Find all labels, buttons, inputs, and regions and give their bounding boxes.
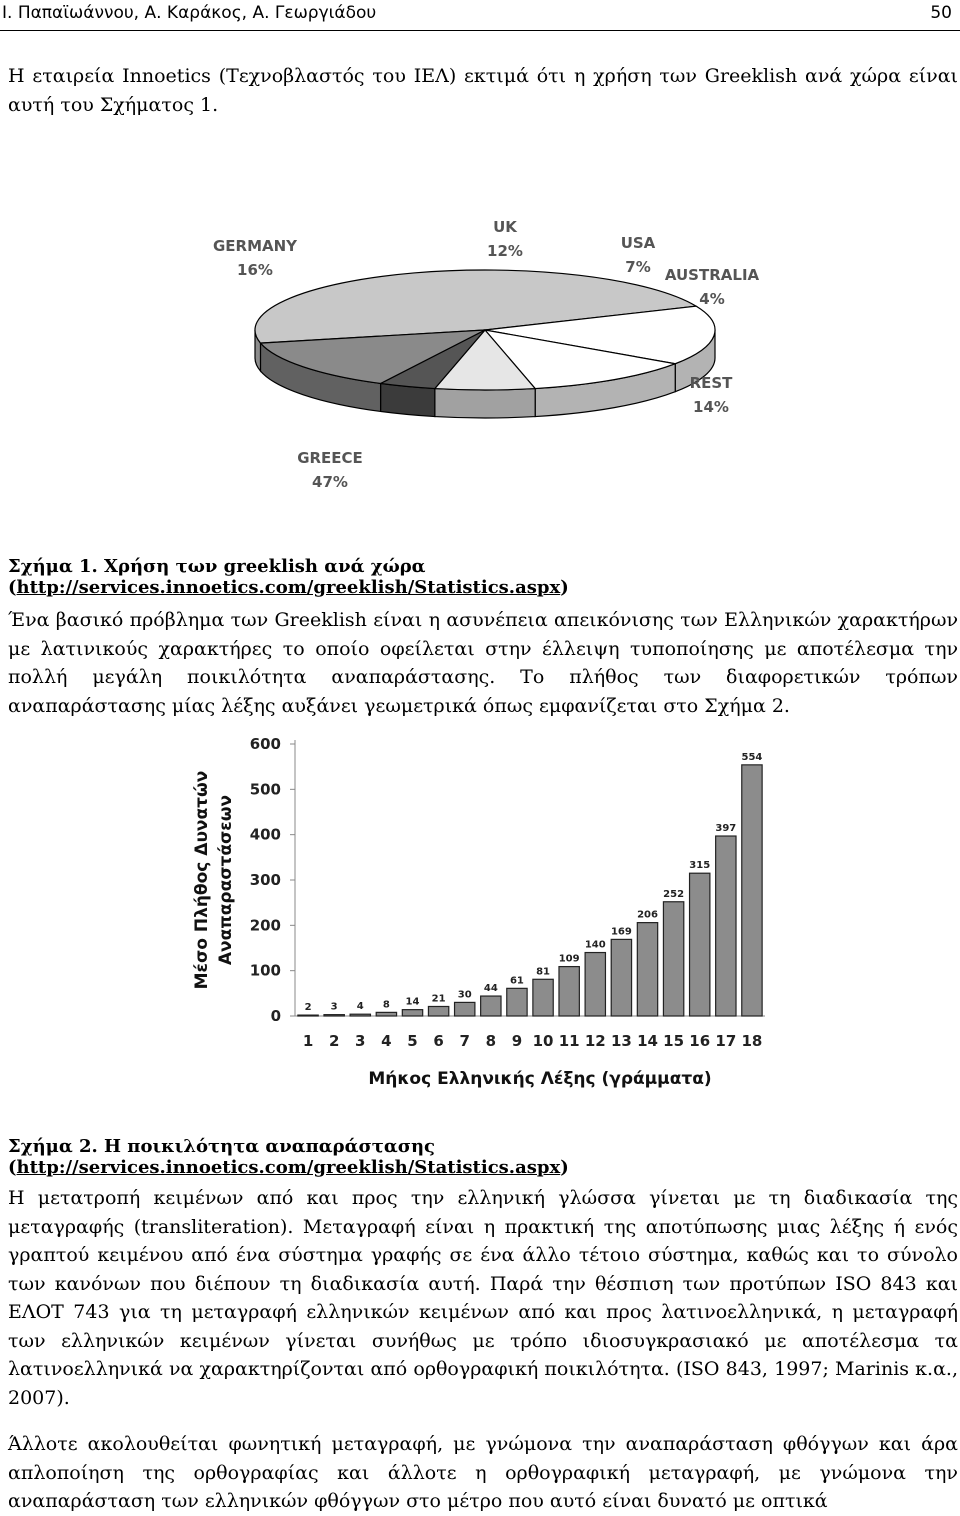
x-tick-label: 7	[459, 1032, 470, 1050]
x-tick-label: 18	[741, 1032, 763, 1050]
pie-value-usa: 7%	[625, 258, 651, 276]
bar-value-label: 8	[382, 999, 390, 1011]
bar-value-label: 140	[584, 939, 606, 951]
pie-label-greece: GREECE	[297, 449, 363, 467]
bar-value-label: 2	[304, 1002, 312, 1014]
bar-17	[716, 836, 736, 1016]
bar-7	[455, 1002, 475, 1016]
figure-1-caption	[8, 556, 958, 598]
bar-6	[428, 1006, 448, 1016]
figure-1-caption-end: )	[560, 577, 569, 598]
pie-label-uk: UK	[493, 218, 517, 236]
y-tick-label: 400	[249, 825, 281, 844]
x-tick-label: 1	[302, 1032, 314, 1050]
figure-2-caption-text: Σχήμα 2. Η ποικιλότητα αναπαράστασης (	[8, 1136, 436, 1178]
figure-2-caption-end: )	[560, 1157, 569, 1178]
paragraph-intro: Η εταιρεία Innoetics (Τεχνοβλαστός του ΙΕΛ) εκτιμά ότι η χρήση των Greeklish ανά χώρα είναι αυτή του Σχήματος 1.	[8, 65, 958, 116]
bar-value-label: 554	[741, 751, 763, 763]
page-header	[0, 0, 960, 31]
bar-1	[298, 1015, 318, 1016]
bar-2	[324, 1015, 344, 1016]
y-tick-label: 0	[270, 1007, 281, 1025]
x-tick-label: 9	[511, 1032, 523, 1050]
x-tick-label: 16	[689, 1032, 711, 1050]
pie-value-australia: 4%	[699, 290, 725, 308]
pie-value-rest: 14%	[693, 398, 729, 416]
bar-value-label: 315	[689, 860, 711, 872]
pie-label-australia: AUSTRALIA	[664, 266, 760, 284]
pie-label-usa: USA	[620, 234, 656, 252]
y-tick-label: 500	[249, 780, 281, 799]
paragraph-transliteration: Η μετατροπή κειμένων από και προς την ελληνική γλώσσα γίνεται με τη διαδικασία της μεταγραφής (transliteration). Μεταγραφή είναι η πρακτική της αποτύπωσης μιας λέξης ή ενός γραπτού κειμένου από ένα σύστημα γραφής σε ένα άλλο τέτοιο σύστημα, καθώς και το σύνολο των κανόνων που διέπουν τη διαδικασία αυτή. Παρά την θέσπιση των προτύπων ISO 843 και ΕΛΟΤ 743 για τη μεταγραφή ελληνικών κειμένων από και προς λατινοελληνικά, η μεταγραφή των ελληνικών κειμένων γίνεται συνήθως με τρόπο ιδιοσυγκρασιακό με αποτέλεσμα τα λατινοελληνικά να χαρακτηρίζονται από ορθογραφική ποικιλότητα. (ISO 843, 1997; Marinis κ.α., 2007).	[8, 1187, 958, 1409]
bar-3	[350, 1014, 370, 1016]
bar-value-label: 252	[663, 888, 685, 900]
x-tick-label: 4	[381, 1032, 392, 1050]
pie-chart	[212, 210, 775, 510]
bar-14	[637, 923, 657, 1016]
bar-value-label: 44	[483, 983, 498, 995]
figure-2-caption	[8, 1136, 958, 1178]
bar-value-label: 4	[356, 1001, 364, 1013]
x-tick-label: 5	[407, 1032, 418, 1050]
bar-value-label: 81	[536, 966, 551, 978]
y-axis-title-line-1: Μέσο Πλήθος Δυνατών	[192, 770, 212, 990]
x-tick-label: 15	[663, 1032, 685, 1050]
y-tick-label: 600	[249, 735, 281, 753]
figure-2-link[interactable]: http://services.innoetics.com/greeklish/Statistics.aspx	[16, 1157, 561, 1178]
x-tick-label: 17	[715, 1032, 737, 1050]
bar-5	[402, 1010, 422, 1016]
bar-value-label: 61	[509, 975, 524, 987]
bar-value-label: 14	[405, 996, 420, 1008]
bar-value-label: 169	[610, 926, 632, 938]
paragraph-problem: Ένα βασικό πρόβλημα των Greeklish είναι η ασυνέπεια απεικόνισης των Ελληνικών χαρακτήρων με λατινικούς χαρακτήρες το οποίο οφείλεται στην έλλειψη τυποποίησης με αποτέλεσμα την πολλή μεγάλη ποικιλότητα αναπαράστασης. Το πλήθος των διαφορετικών τρόπων αναπαράστασης μίας λέξης αυξάνει γεωμετρικά όπως εμφανίζεται στο Σχήμα 2.	[8, 609, 958, 717]
pie-label-germany: GERMANY	[212, 237, 298, 255]
x-tick-label: 2	[328, 1032, 340, 1050]
bar-8	[481, 996, 501, 1016]
x-tick-label: 6	[433, 1032, 444, 1050]
bar-value-label: 21	[431, 993, 446, 1005]
x-tick-label: 11	[558, 1032, 580, 1050]
y-tick-label: 100	[249, 961, 281, 980]
bar-value-label: 206	[637, 909, 658, 921]
bar-15	[663, 902, 683, 1016]
pie-value-greece: 47%	[312, 473, 348, 491]
bar-4	[376, 1012, 396, 1016]
x-tick-label: 10	[532, 1032, 554, 1050]
pie-value-uk: 12%	[487, 242, 523, 260]
figure-1-link[interactable]: http://services.innoetics.com/greeklish/Statistics.aspx	[16, 577, 561, 598]
pie-label-rest: REST	[689, 374, 733, 392]
x-tick-label: 3	[355, 1032, 366, 1050]
y-tick-label: 200	[249, 916, 281, 935]
paragraph-phonetic: Άλλοτε ακολουθείται φωνητική μεταγραφή, με γνώμονα την αναπαράσταση φθόγγων και άρα απλοποίηση της ορθογραφίας και άλλοτε η ορθογραφική μεταγραφή, με γνώμονα την αναπαράσταση των ελληνικών φθόγγων στο μέτρο που αυτό είναι δυνατό με οπτικά	[8, 1433, 958, 1512]
bar-10	[533, 979, 553, 1016]
bar-value-label: 30	[457, 989, 472, 1001]
x-tick-label: 12	[584, 1032, 606, 1050]
bar-12	[585, 953, 605, 1016]
pie-value-germany: 16%	[237, 261, 273, 279]
figure-1-caption-text: Σχήμα 1. Χρήση των greeklish ανά χώρα (	[8, 556, 426, 598]
bar-value-label: 3	[330, 1001, 338, 1013]
header-authors: Ι. Παπαϊωάννου, Α. Καράκος, Α. Γεωργιάδου	[2, 3, 377, 23]
pie-side-usa	[435, 389, 535, 418]
bar-chart	[185, 730, 785, 1100]
bar-value-label: 397	[715, 823, 737, 835]
bar-13	[611, 939, 631, 1016]
x-tick-label: 13	[610, 1032, 632, 1050]
x-tick-label: 8	[485, 1032, 497, 1050]
y-tick-label: 300	[249, 871, 281, 889]
y-axis-title-line-2: Αναπαραστάσεων	[216, 794, 236, 966]
page-number: 50	[930, 3, 952, 23]
bar-16	[690, 873, 710, 1016]
bar-9	[507, 988, 527, 1016]
bar-18	[742, 765, 762, 1016]
x-tick-label: 14	[637, 1032, 658, 1050]
bar-11	[559, 967, 579, 1016]
x-axis-title: Μήκος Ελληνικής Λέξης (γράμματα)	[368, 1069, 712, 1089]
bar-value-label: 109	[558, 953, 580, 965]
